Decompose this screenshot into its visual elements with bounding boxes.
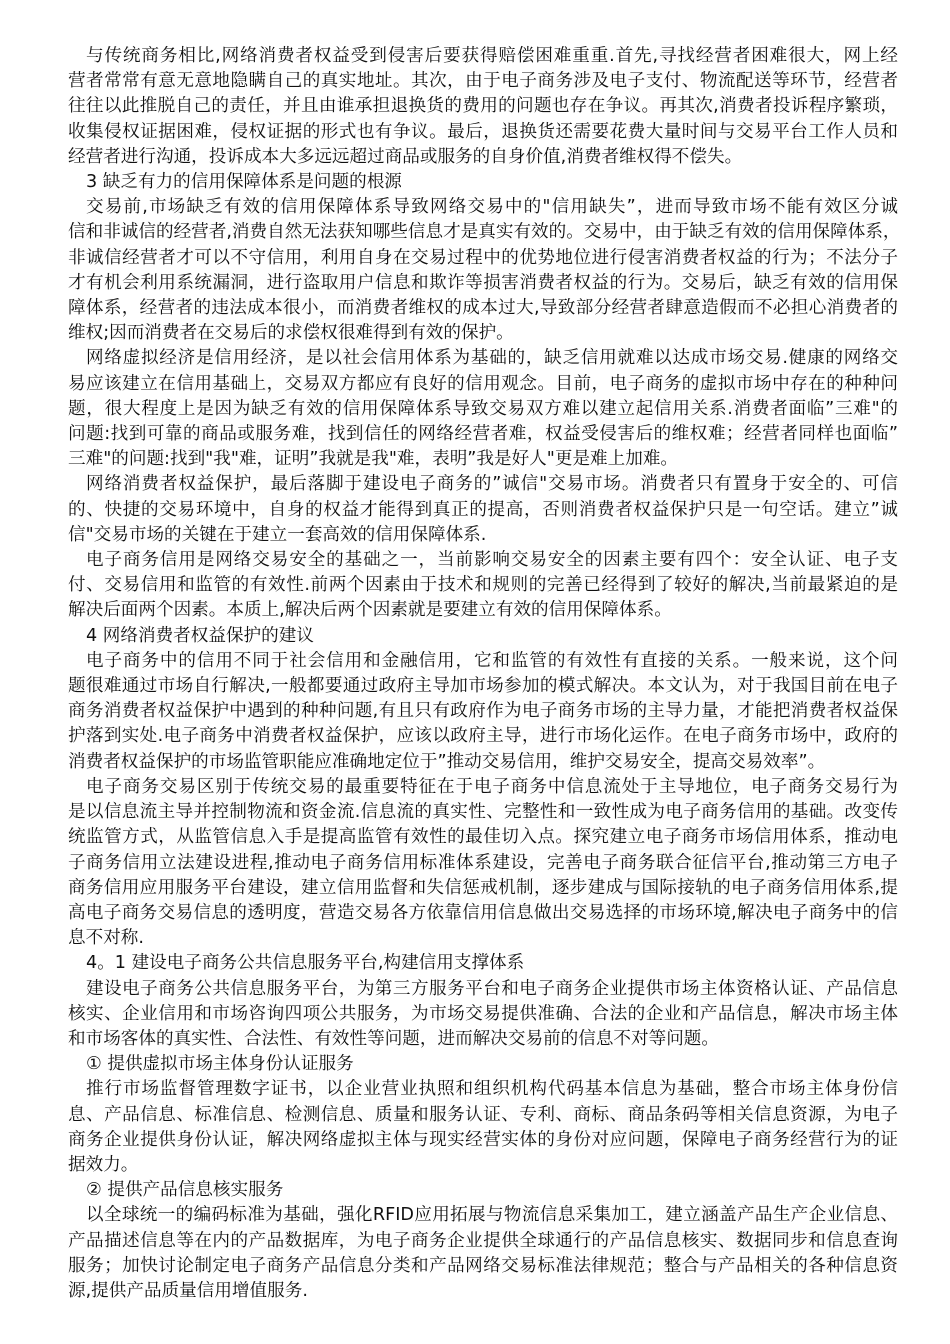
text-line: 据效力。 [68,1154,139,1175]
text-line: 产品描述信息等在内的产品数据库，为电子商务企业提供全球通行的产品信息核实、数据同步和信息查询 [68,1230,898,1251]
text-line: 收集侵权证据困难，侵权证据的形式也有争议。最后，退换货还需要花费大量时间与交易平台工作人员和 [68,121,898,142]
text-line: 三难"的问题:找到"我"难，证明”我就是我"难，表明”我是好人"更是难上加难。 [68,449,679,470]
text-line: 商务消费者权益保护中遇到的种种问题,有且只有政府作为电子商务市场的主导力量，才能把消费者权益保 [68,701,898,722]
text-line: 和市场客体的真实性、合法性、有效性等问题，进而解决交易前的信息不对等问题。 [68,1028,719,1049]
text-line: 息、产品信息、标准信息、检测信息、质量和服务认证、专利、商标、商品条码等相关信息资源，为电子 [68,1104,898,1125]
text-line: 题，很大程度上是因为缺乏有效的信用保障体系导致交易双方难以建立起信用关系.消费者面临”三难"的 [68,398,898,419]
section-heading: 4。1 建设电子商务公共信息服务平台,构建信用支撑体系 [86,953,525,974]
text-line: 商务企业提供身份认证，解决网络虚拟主体与现实经营实体的身份对应问题，保障电子商务经营行为的证 [68,1129,898,1150]
text-line: 经营者进行沟通，投诉成本大多远远超过商品或服务的自身价值,消费者维权得不偿失。 [68,146,743,167]
text-line: 才有机会利用系统漏洞，进行盗取用户信息和欺诈等损害消费者权益的行为。交易后，缺乏有效的信用保 [68,272,898,293]
text-line: 营者常常有意无意地隐瞒自己的真实地址。其次，由于电子商务涉及电子支付、物流配送等环节，经营者 [68,71,898,92]
text-line: 易应该建立在信用基础上，交易双方都应有良好的信用观念。目前，电子商务的虚拟市场中存在的种种问 [68,373,898,394]
text-line: 的、快捷的交易环境中，自身的权益才能得到真正的提高，否则消费者权益保护只是一句空话。建立”诚 [68,499,898,520]
section-heading: 4 网络消费者权益保护的建议 [86,625,314,646]
text-line: 障体系，经营者的违法成本很小，而消费者维权的成本过大,导致部分经营者肆意造假而不必担心消费者的 [68,298,898,319]
text-line: 是以信息流主导并控制物流和资金流.信息流的真实性、完整性和一致性成为电子商务信用的基础。改变传 [68,802,898,823]
text-line: 维权;因而消费者在交易后的求偿权很难得到有效的保护。 [68,323,514,344]
text-line: 高电子商务交易信息的透明度，营造交易各方依靠信用信息做出交易选择的市场环境,解决电子商务中的信 [68,902,898,923]
text-line: 网络消费者权益保护，最后落脚于建设电子商务的”诚信"交易市场。消费者只有置身于安全的、可信 [86,474,898,495]
text-line: 核实、企业信用和市场咨询四项公共服务，为市场交易提供准确、合法的企业和产品信息，解决市场主体 [68,1003,898,1024]
text-line: 商务信用应用服务平台建设，建立信用监督和失信惩戒机制，逐步建成与国际接轨的电子商务信用体系,提 [68,877,898,898]
text-line: 以全球统一的编码标准为基础，强化RFID应用拓展与物流信息采集加工，建立涵盖产品生产企业信息、 [86,1205,898,1226]
text-line: 电子商务中的信用不同于社会信用和金融信用，它和监管的有效性有直接的关系。一般来说，这个问 [86,650,898,671]
text-line: 电子商务信用是网络交易安全的基础之一，当前影响交易安全的因素主要有四个：安全认证、电子支 [86,550,898,571]
document-page [68,44,901,1304]
text-line: 统监管方式，从监管信息入手是提高监管有效性的最佳切入点。探究建立电子商务市场信用体系，推动电 [68,827,898,848]
text-line: 息不对称. [68,928,144,949]
text-line: 问题:找到可靠的商品或服务难，找到信任的网络经营者难，权益受侵害后的维权难；经营者同样也面临” [68,424,898,445]
text-line: 推行市场监督管理数字证书，以企业营业执照和组织机构代码基本信息为基础，整合市场主体身份信 [86,1079,898,1100]
text-line: 子商务信用立法建设进程,推动电子商务信用标准体系建设，完善电子商务联合征信平台,推动第三方电子 [68,852,898,873]
text-line: 网络虚拟经济是信用经济，是以社会信用体系为基础的，缺乏信用就难以达成市场交易.健康的网络交 [86,348,898,369]
text-line: 服务；加快讨论制定电子商务产品信息分类和产品网络交易标准法律规范；整合与产品相关的各种信息资 [68,1255,898,1276]
section-heading: ② 提供产品信息核实服务 [86,1180,284,1201]
text-line: 往往以此推脱自己的责任，并且由谁承担退换货的费用的问题也存在争议。再其次,消费者投诉程序繁琐， [68,96,898,117]
section-heading: ① 提供虚拟市场主体身份认证服务 [86,1054,354,1075]
section-heading: 3 缺乏有力的信用保障体系是问题的根源 [86,172,402,193]
text-line: 源,提供产品质量信用增值服务. [68,1280,308,1301]
text-line: 题很难通过市场自行解决,一般都要通过政府主导加市场参加的模式解决。本文认为，对于我国目前在电子 [68,676,898,697]
text-line: 建设电子商务公共信息服务平台，为第三方服务平台和电子商务企业提供市场主体资格认证、产品信息 [86,978,898,999]
text-line: 护落到实处.电子商务中消费者权益保护，应该以政府主导，进行市场化运作。在电子商务市场中，政府的 [68,726,898,747]
text-line: 交易前,市场缺乏有效的信用保障体系导致网络交易中的"信用缺失”，进而导致市场不能有效区分诚 [86,197,898,218]
text-line: 电子商务交易区别于传统交易的最重要特征在于电子商务中信息流处于主导地位，电子商务交易行为 [86,776,898,797]
text-line: 信"交易市场的关键在于建立一套高效的信用保障体系. [68,524,487,545]
text-line: 消费者权益保护的市场监管职能应准确地定位于”推动交易信用，维护交易安全，提高交易效率”。 [68,751,826,772]
text-line: 付、交易信用和监管的有效性.前两个因素由于技术和规则的完善已经得到了较好的解决,当前最紧迫的是 [68,575,898,596]
text-line: 非诚信经营者才可以不守信用，利用自身在交易过程中的优势地位进行侵害消费者权益的行为；不法分子 [68,247,898,268]
text-line: 与传统商务相比,网络消费者权益受到侵害后要获得赔偿困难重重.首先,寻找经营者困难很大，网上经 [86,46,898,66]
text-line: 解决后面两个因素。本质上,解决后两个因素就是要建立有效的信用保障体系。 [68,600,672,621]
text-line: 信和非诚信的经营者,消费自然无法获知哪些信息才是真实有效的。交易中，由于缺乏有效的信用保障体系， [68,222,901,243]
